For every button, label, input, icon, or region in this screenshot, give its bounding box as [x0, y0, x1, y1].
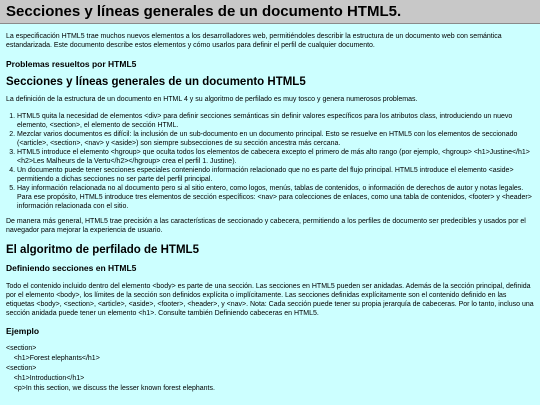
problems-heading: Problemas resueltos por HTML5: [6, 59, 137, 69]
code-line: <h1>Forest elephants</h1>: [6, 355, 100, 362]
intro-paragraph: La especificación HTML5 trae muchos nuevos elementos a los desarrolladores web, permitiéndoles describir la estructura de un documento web con semántica estandarizada. Este documento describe estos elementos y cómo usarlos para definir el perfil de cualquier documento.: [6, 33, 502, 49]
section-heading-outline: Secciones y líneas generales de un documento HTML5: [6, 76, 306, 88]
document-content: [0, 32, 540, 394]
list-item: 2. Mezclar varios documentos es difícil: la inclusión de un sub-documento en un documento principal. Esto se resuelve en HTML5 con los elementos de seccionado (<article>, <section>, <nav> y <aside>) son siempre subsecciones de su sección ancestra más cercana.: [17, 130, 534, 148]
code-line: <h1>Introduction</h1>: [6, 375, 85, 382]
code-line: <section>: [6, 365, 37, 372]
defining-sections-heading: Definiendo secciones en HTML5: [6, 263, 137, 273]
problems-list: [6, 112, 534, 211]
closing-paragraph: De manera más general, HTML5 trae precisión a las características de seccionado y cabecera, permitiendo a los perfiles de documento ser predecibles y usados por el navegador para mejorar la experiencia de usuario.: [6, 218, 526, 234]
code-example: [6, 344, 534, 394]
list-item: 3. HTML5 introduce el elemento <hgroup> que oculta todos los elementos de cabecera excepto el primero de más alto rango (por ejemplo, <hgroup> <h1>Justine</h1><h2>Les Malheurs de la Vertu</h2></hgroup> crea el perfil 1. Justine).: [17, 148, 534, 166]
code-line: <section>: [6, 345, 37, 352]
list-item: 1. HTML5 quita la necesidad de elementos <div> para definir secciones semánticas sin definir valores específicos para los atributos class, introduciendo un nuevo elemento, <section>, el elemento de sección HTML.: [17, 112, 534, 130]
section-paragraph: La definición de la estructura de un documento en HTML 4 y su algoritmo de perfilado es muy tosco y genera numerosos problemas.: [6, 96, 418, 103]
list-item: 5. Hay información relacionada no al documento pero si al sitio entero, como logos, menús, tablas de contenidos, o información de derechos de autor y notas legales. Para ese propósito, HTML5 introduce tres elementos de sección específicos: <nav> para colecciones de enlaces, como una tabla de contenidos, <footer> y <header> información relacionada con el sitio.: [17, 184, 534, 211]
algorithm-heading: El algoritmo de perfilado de HTML5: [6, 244, 199, 256]
example-heading: Ejemplo: [6, 326, 40, 336]
code-line: <p>In this section, we discuss the lesser known forest elephants.: [6, 385, 215, 392]
page-title: Secciones y líneas generales de un documento HTML5.: [6, 3, 402, 20]
defining-sections-paragraph: Todo el contenido incluido dentro del elemento <body> es parte de una sección. Las secciones en HTML5 pueden ser anidadas. Además de la sección principal, definida por el elemento <body>, los límites de la sección son definidos explícita o implícitamente. Las secciones definidas explícitamente son el contenido definido en las etiquetas <body>, <section>, <article>, <aside>, <footer>, <header>, y <nav>. Nota: Cada sección puede tener su propia jerarquía de cabeceras. Por lo tanto, incluso una sección anidada puede tener un elemento <h1>. Consulte también Definiendo cabeceras en HTML5.: [6, 283, 534, 317]
title-bar: [0, 0, 540, 24]
list-item: 4. Un documento puede tener secciones especiales conteniendo información relacionado que no es parte del flujo principal. HTML5 introduce el elemento <aside> permitiendo a dichas secciones no ser parte del perfil principal.: [17, 166, 534, 184]
